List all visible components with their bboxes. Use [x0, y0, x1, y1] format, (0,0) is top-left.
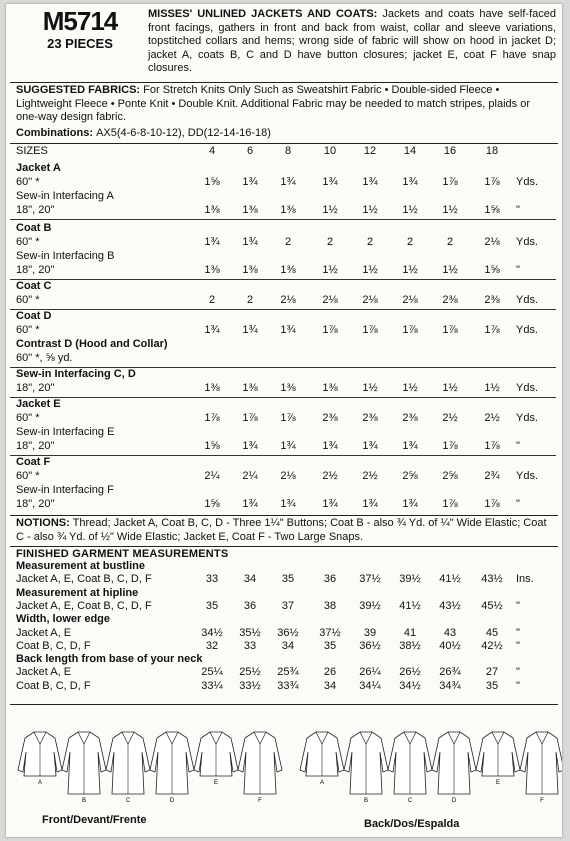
garment-figure-front-a [18, 732, 62, 786]
yardage-value: 2⅜ [322, 412, 338, 424]
measurement-value: 39½ [359, 599, 381, 612]
measurement-value: 43½ [481, 573, 503, 586]
yardage-value: 2 [284, 236, 292, 248]
yardage-value: 2½ [484, 412, 500, 424]
row-label: Coat D [16, 310, 52, 322]
row-label: Sew-in Interfacing F [16, 484, 114, 496]
row-label: Sew-in Interfacing E [16, 426, 115, 438]
measurement-value: 38½ [399, 639, 421, 652]
row-unit: Yds. [516, 412, 539, 424]
yardage-value: 2⅝ [442, 470, 458, 482]
yardage-value: 2⅛ [362, 294, 378, 306]
measurement-value: 45½ [481, 599, 503, 612]
yardage-value: 1⅞ [242, 412, 258, 424]
pattern-id [16, 6, 144, 52]
yardage-value: 1⅜ [204, 264, 220, 276]
measurement-unit: " [516, 666, 520, 679]
row-label: 60" * [16, 412, 40, 424]
measurement-value: 36½ [359, 639, 381, 652]
yardage-value: 1¾ [322, 440, 338, 452]
measurement-label: Jacket A, E, Coat B, C, D, F [16, 573, 152, 586]
row-label: 60" * [16, 176, 40, 188]
notions-label: NOTIONS: [16, 517, 70, 529]
yardage-value: 2⅜ [442, 294, 458, 306]
pattern-envelope-back [6, 4, 562, 837]
size-column-header: 4 [208, 145, 216, 157]
row-label: 60" *, ⅝ yd. [16, 352, 73, 364]
yardage-value: 1½ [362, 204, 378, 216]
measurement-value: 37½ [359, 573, 381, 586]
yardage-value: 2¼ [242, 470, 258, 482]
row-label: Coat F [16, 456, 51, 468]
yardage-value: 1¾ [242, 440, 258, 452]
row-divider [10, 219, 556, 220]
yardage-value: 2⅜ [362, 412, 378, 424]
yardage-value: 2 [246, 294, 254, 306]
measurement-value: 25½ [239, 666, 261, 679]
measurement-label: Measurement at hipline [16, 586, 139, 599]
yardage-value: 1½ [322, 264, 338, 276]
size-column-header: 6 [246, 145, 254, 157]
row-divider [10, 309, 556, 310]
yardage-value: 1⅞ [362, 324, 378, 336]
divider [10, 515, 558, 516]
row-label: 60" * [16, 294, 40, 306]
measurement-value: 26¼ [359, 666, 381, 679]
row-unit: " [516, 264, 520, 276]
yardage-value: 1⅝ [484, 204, 500, 216]
row-unit: " [516, 440, 520, 452]
row-unit: " [516, 498, 520, 510]
measurement-value: 40½ [439, 639, 461, 652]
row-label: Jacket A [16, 162, 61, 174]
yardage-value: 1⅜ [242, 204, 258, 216]
measurement-unit: " [516, 599, 520, 612]
yardage-value: 1¾ [362, 176, 378, 188]
fabrics-label: SUGGESTED FABRICS: [16, 84, 141, 96]
garment-letter: D [451, 798, 457, 804]
yardage-value: 1¾ [280, 440, 296, 452]
yardage-value: 1½ [362, 264, 378, 276]
measurement-value: 33¼ [201, 679, 223, 692]
row-unit: Yds. [516, 294, 539, 306]
row-label: Contrast D (Hood and Collar) [16, 338, 168, 350]
combinations-text: AX5(4-6-8-10-12), DD(12-14-16-18) [96, 127, 271, 139]
garment-figure-back-b [344, 732, 388, 804]
garment-letter: E [495, 780, 501, 786]
combinations [16, 127, 552, 139]
measurement-label: Jacket A, E [16, 666, 72, 679]
notions-text: Thread; Jacket A, Coat B, C, D - Three 1¼" Buttons; Coat B - also ¾ Yd. of ¼" Wide Elastic; Coat C - also ¾ Yd. of ½" Wide Elastic; Jacket E, Coat F - Two Large Snaps. [16, 517, 547, 543]
measurement-value: 34¼ [359, 679, 381, 692]
yardage-value: 2⅜ [402, 412, 418, 424]
yardage-value: 1⅜ [242, 264, 258, 276]
yardage-value: 2⅝ [402, 470, 418, 482]
row-label: Coat B [16, 222, 52, 234]
header [16, 6, 556, 80]
yardage-value: 1½ [484, 382, 500, 394]
yardage-value: 1¾ [322, 498, 338, 510]
garment-figure-front-b [62, 732, 106, 804]
measurement-value: 34¾ [439, 679, 461, 692]
row-unit: Yds. [516, 324, 539, 336]
measurement-value: 35 [323, 639, 337, 652]
measurement-value: 41½ [399, 599, 421, 612]
yardage-value: 2½ [322, 470, 338, 482]
measurement-value: 35 [485, 679, 499, 692]
row-label: Jacket E [16, 398, 61, 410]
yardage-value: 1⅝ [204, 498, 220, 510]
garment-letter: C [407, 798, 413, 804]
measurement-label: Jacket A, E, Coat B, C, D, F [16, 599, 152, 612]
row-divider [10, 397, 556, 398]
garment-letter: E [213, 780, 219, 786]
yardage-value: 1⅜ [242, 382, 258, 394]
yardage-value: 2 [208, 294, 216, 306]
size-column-header: 16 [443, 145, 457, 157]
measurement-value: 25¼ [201, 666, 223, 679]
yardage-value: 1½ [442, 264, 458, 276]
measurement-value: 37 [281, 599, 295, 612]
yardage-value: 1⅞ [204, 412, 220, 424]
yardage-value: 1¾ [242, 498, 258, 510]
yardage-value: 1⅞ [442, 440, 458, 452]
row-label: Sew-in Interfacing B [16, 250, 115, 262]
measurement-value: 36 [323, 573, 337, 586]
yardage-value: 2 [326, 236, 334, 248]
yardage-value: 1⅞ [280, 412, 296, 424]
measurement-value: 26½ [399, 666, 421, 679]
sizes-label: SIZES [16, 145, 48, 157]
yardage-value: 1⅞ [484, 440, 500, 452]
measurement-value: 36 [243, 599, 257, 612]
row-divider [10, 279, 556, 280]
yardage-value: 1¾ [362, 440, 378, 452]
row-unit: " [516, 204, 520, 216]
measurement-value: 35 [281, 573, 295, 586]
divider [10, 82, 558, 83]
yardage-value: 1⅞ [484, 498, 500, 510]
garment-figure-front-d [150, 732, 194, 804]
yardage-value: 1¾ [242, 324, 258, 336]
yardage-value: 1⅜ [280, 382, 296, 394]
garment-figure-front-c [106, 732, 150, 804]
measurement-value: 34 [323, 679, 337, 692]
measurement-label: Coat B, C, D, F [16, 679, 91, 692]
finished-garment-measurements [16, 548, 554, 692]
yardage-value: 1⅜ [204, 204, 220, 216]
yardage-value: 1⅞ [442, 176, 458, 188]
measurement-value: 35 [205, 599, 219, 612]
yardage-value: 2 [446, 236, 454, 248]
measurement-value: 39½ [399, 573, 421, 586]
pattern-number: M5714 [42, 6, 118, 36]
measurement-value: 36½ [277, 626, 299, 639]
measurement-unit: " [516, 679, 520, 692]
garment-letter: A [319, 780, 325, 786]
yardage-value: 1⅞ [484, 324, 500, 336]
measurement-label: Coat B, C, D, F [16, 639, 91, 652]
measurement-value: 35½ [239, 626, 261, 639]
yardage-value: 1⅞ [402, 324, 418, 336]
measurement-value: 45 [485, 626, 499, 639]
garment-figure-front-e [194, 732, 238, 786]
garment-letter: D [169, 798, 175, 804]
row-label: Sew-in Interfacing C, D [16, 368, 136, 380]
row-label: 60" * [16, 236, 40, 248]
garment-figure-back-d [432, 732, 476, 804]
yardage-value: 1¾ [402, 440, 418, 452]
size-column-header: 8 [284, 145, 292, 157]
yardage-value: 2⅜ [484, 294, 500, 306]
yardage-value: 1½ [362, 382, 378, 394]
size-column-header: 10 [323, 145, 337, 157]
size-column-header: 12 [363, 145, 377, 157]
measurement-value: 26 [323, 666, 337, 679]
measurement-value: 27 [485, 666, 499, 679]
yardage-value: 2½ [362, 470, 378, 482]
yardage-value: 1¾ [322, 176, 338, 188]
garment-figure-front-f [238, 732, 282, 804]
yardage-value: 2⅛ [484, 236, 500, 248]
yardage-value: 1¾ [204, 324, 220, 336]
measurement-value: 34 [243, 573, 257, 586]
measurement-value: 26¾ [439, 666, 461, 679]
yardage-value: 2¾ [484, 470, 500, 482]
garment-letter: B [363, 798, 369, 804]
row-label: Sew-in Interfacing A [16, 190, 114, 202]
measurement-value: 25¾ [277, 666, 299, 679]
row-divider [10, 455, 556, 456]
yardage-value: 1¾ [280, 324, 296, 336]
row-label: Coat C [16, 280, 52, 292]
piece-count: 23 PIECES [47, 36, 113, 51]
yardage-value: 2⅛ [322, 294, 338, 306]
measurement-value: 32 [205, 639, 219, 652]
description-text: Jackets and coats have self-faced front facings, gathers in front and back from waist, collar and sleeve variations, topstitched collars and hems; wrong side of fabric will show on hood in jacket D; jacket A, coats B, C and D have button closures; jacket E, coat F have snap closures. [148, 8, 556, 74]
garment-letter: A [37, 780, 43, 786]
divider [10, 546, 558, 547]
measurement-unit: " [516, 626, 520, 639]
yardage-value: 2½ [442, 412, 458, 424]
measurement-value: 33¾ [277, 679, 299, 692]
yardage-value: 1½ [402, 382, 418, 394]
garment-illustrations [6, 722, 562, 834]
yardage-value: 1¾ [362, 498, 378, 510]
row-label: 18", 20" [16, 440, 55, 452]
yardage-value: 1¾ [242, 236, 258, 248]
yardage-value: 1⅞ [442, 498, 458, 510]
yardage-value: 1⅞ [442, 324, 458, 336]
garment-letter: F [258, 798, 262, 804]
yardage-value: 1⅜ [322, 382, 338, 394]
yardage-value: 1⅞ [322, 324, 338, 336]
size-column-header: 14 [403, 145, 417, 157]
measurement-value: 33 [243, 639, 257, 652]
yardage-value: 2⅛ [402, 294, 418, 306]
yardage-value: 1⅝ [204, 440, 220, 452]
garment-letter: F [540, 798, 544, 804]
measurement-value: 42½ [481, 639, 503, 652]
measurement-unit: " [516, 639, 520, 652]
notions [16, 517, 552, 544]
measurement-value: 33 [205, 573, 219, 586]
yardage-value: 2 [406, 236, 414, 248]
divider [10, 704, 558, 705]
measurement-value: 33½ [239, 679, 261, 692]
yardage-value: 1¾ [280, 176, 296, 188]
row-unit: Yds. [516, 470, 539, 482]
measurement-unit: Ins. [516, 573, 534, 586]
row-label: 18", 20" [16, 498, 55, 510]
yardage-value: 2¼ [204, 470, 220, 482]
yardage-value: 1½ [322, 204, 338, 216]
description [148, 8, 556, 76]
yardage-value: 2⅛ [280, 470, 296, 482]
yardage-value: 2⅛ [280, 294, 296, 306]
row-label: 60" * [16, 324, 40, 336]
yardage-value: 1½ [442, 204, 458, 216]
row-label: 18", 20" [16, 382, 55, 394]
yardage-value: 1⅜ [280, 264, 296, 276]
row-unit: Yds. [516, 236, 539, 248]
description-title: MISSES' UNLINED JACKETS AND COATS: [148, 8, 378, 20]
garment-letter: B [81, 798, 87, 804]
row-label: 18", 20" [16, 204, 55, 216]
measurement-value: 41½ [439, 573, 461, 586]
garment-letter: C [125, 798, 131, 804]
measurement-value: 43½ [439, 599, 461, 612]
measurement-value: 34½ [399, 679, 421, 692]
combinations-label: Combinations: [16, 127, 93, 139]
yardage-value: 1¾ [280, 498, 296, 510]
row-unit: Yds. [516, 176, 539, 188]
measurement-value: 37½ [319, 626, 341, 639]
garment-figure-back-c [388, 732, 432, 804]
measurement-value: 38 [323, 599, 337, 612]
garment-figure-back-e [476, 732, 520, 786]
yardage-value: 1¾ [242, 176, 258, 188]
yardage-value: 1½ [402, 264, 418, 276]
measurement-label: Jacket A, E [16, 626, 72, 639]
garment-figure-back-a [300, 732, 344, 786]
measurement-label: Width, lower edge [16, 613, 111, 626]
yardage-value: 1¾ [402, 498, 418, 510]
front-view-label: Front/Devant/Frente [42, 814, 147, 826]
row-label: 60" * [16, 470, 40, 482]
suggested-fabrics [16, 84, 552, 125]
yardage-value: 1¾ [204, 236, 220, 248]
yardage-value: 1½ [442, 382, 458, 394]
yardage-value: 1⅜ [204, 382, 220, 394]
back-view-label: Back/Dos/Espalda [364, 818, 460, 830]
measurement-value: 43 [443, 626, 457, 639]
measurement-value: 34 [281, 639, 295, 652]
measurements-title: FINISHED GARMENT MEASUREMENTS [16, 548, 229, 560]
measurement-value: 41 [403, 626, 417, 639]
yardage-value: 1⅞ [484, 176, 500, 188]
yardage-value: 1½ [402, 204, 418, 216]
garment-figure-back-f [520, 732, 562, 804]
yardage-value: 1¾ [402, 176, 418, 188]
yardage-value: 2 [366, 236, 374, 248]
fabrics-text: For Stretch Knits Only Such as Sweatshirt Fabric • Double-sided Fleece • Lightweight Fleece • Ponte Knit • Double Knit. Additional Fabric may be needed to match stripes, plaids or one-way design fabric. [16, 84, 530, 123]
measurement-value: 39 [363, 626, 377, 639]
row-unit: Yds. [516, 382, 539, 394]
measurement-label: Measurement at bustline [16, 560, 145, 572]
measurement-value: 34½ [201, 626, 223, 639]
size-column-header: 18 [485, 145, 499, 157]
row-label: 18", 20" [16, 264, 55, 276]
yardage-value: 1⅝ [484, 264, 500, 276]
divider [10, 143, 558, 144]
yardage-value: 1⅜ [280, 204, 296, 216]
measurement-label: Back length from base of your neck [16, 653, 203, 666]
yardage-value: 1⅝ [204, 176, 220, 188]
